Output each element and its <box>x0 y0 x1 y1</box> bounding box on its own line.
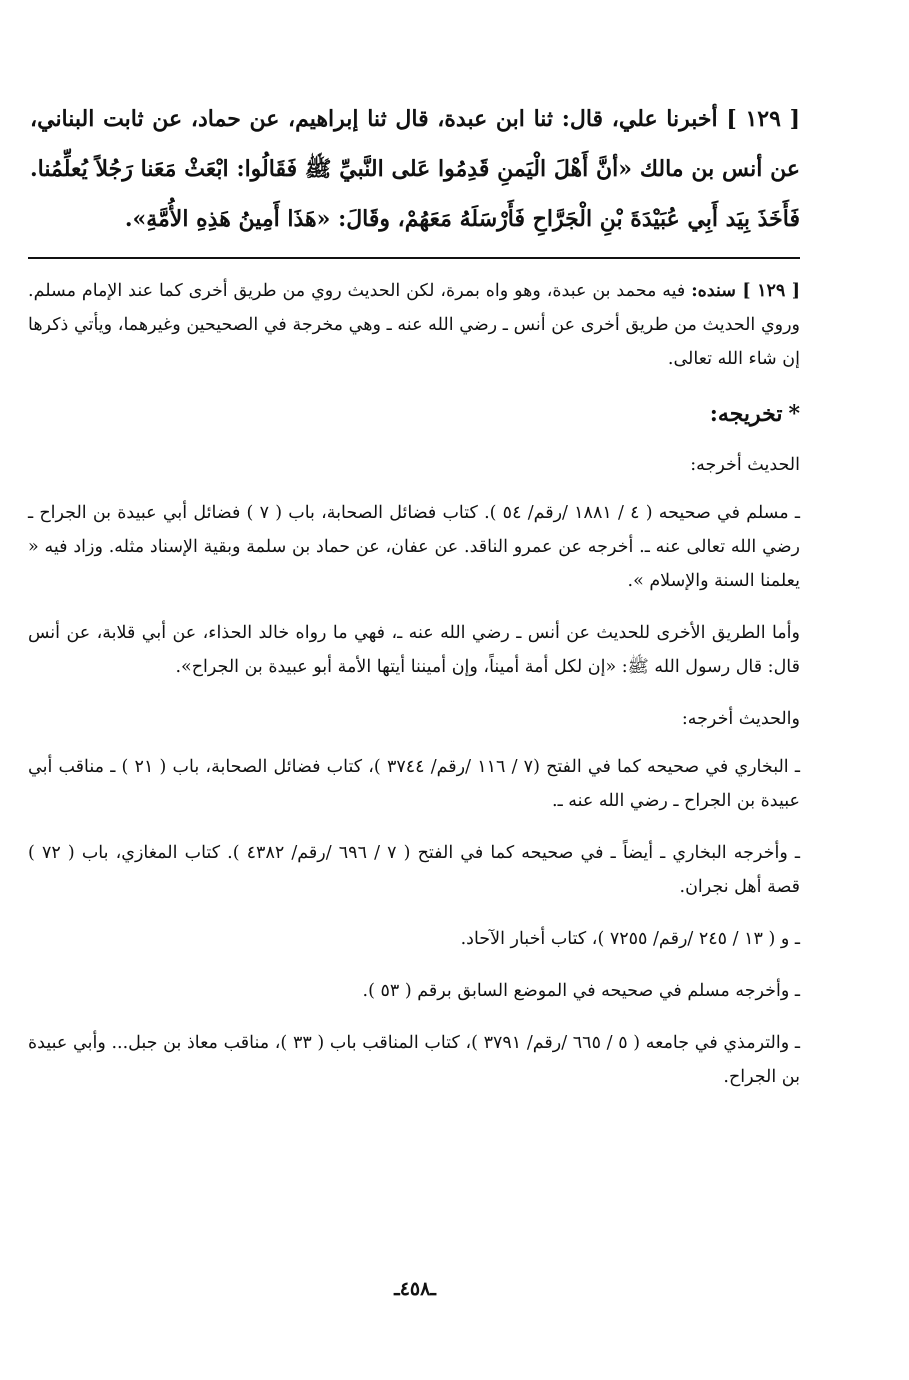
sanad-paragraph <box>28 274 800 376</box>
hadith-matn: «أنَّ أَهْلَ الْيَمنِ قَدِمُوا عَلى النَّبيِّ ﷺ فَقَالُوا: ابْعَثْ مَعَنا رَجُلاً يُعلِّمُنا. فَأَخَذَ بِيَد أَبِي عُبَيْدَةَ بْنِ الْجَرَّاحِ فَأَرْسَلَهُ مَعَهُمْ، وقَالَ: «هَذَا أَمِينُ هَذِهِ الأُمَّةِ». <box>30 156 800 232</box>
hadith-text <box>30 94 800 244</box>
asterisk-icon: * <box>788 401 800 427</box>
tirmidhi-reference: ـ والترمذي في جامعه ( ٥ / ٦٦٥ /رقم/ ٣٧٩١ )، كتاب المناقب باب ( ٣٣ )، مناقب معاذ بن جبل... وأبي عبيدة بن الجراح. <box>28 1033 800 1087</box>
bukhari-reference-1: ـ البخاري في صحيحه كما في الفتح (٧ / ١١٦ /رقم/ ٣٧٤٤ )، كتاب فضائل الصحابة، باب ( ٢١ ) ـ مناقب أبي عبيدة بن الجراح ـ رضي الله عنه ـ. <box>28 757 800 811</box>
bukhari-reference-3: ـ و ( ١٣ / ٢٤٥ /رقم/ ٧٢٥٥ )، كتاب أخبار الآحاد. <box>460 929 800 949</box>
footnotes <box>28 274 800 1112</box>
hadith-isnad-line: [ ١٢٩ ] أخبرنا علي، قال: ثنا ابن عبدة، قال ثنا إبراهيم، عن حماد، عن ثابت <box>103 106 800 132</box>
takhrij-heading-text: تخريجه: <box>709 401 783 427</box>
muslim-reference: ـ مسلم في صحيحه ( ٤ / ١٨٨١ /رقم/ ٥٤ ). كتاب فضائل الصحابة، باب ( ٧ ) فضائل أبي عبيدة بن الجراح ـ رضي الله تعالى عنه ـ. أخرجه عن عمرو الناقد. عن عفان، عن حماد بن سلمة وبقية الإسناد مثله. وزاد فيه « يعلمنا السنة والإسلام ». <box>28 503 800 591</box>
sanad-label: [ ١٢٩ ] سنده: <box>691 281 800 301</box>
other-path-paragraph: وأما الطريق الأخرى للحديث عن أنس ـ رضي الله عنه ـ، فهي ما رواه خالد الحذاء، عن أبي قلابة، عن أنس قال: قال رسول الله ﷺ: «إن لكل أمة أميناً، وإن أميننا أيتها الأمة أبو عبيدة بن الجراح». <box>28 623 800 677</box>
akhrajahu-label-2: والحديث أخرجه: <box>681 709 800 729</box>
bukhari-reference-2: ـ وأخرجه البخاري ـ أيضاً ـ في صحيحه كما في الفتح ( ٧ / ٦٩٦ /رقم/ ٤٣٨٢ ). كتاب المغازي، باب ( ٧٢ ) قصة أهل نجران. <box>28 843 801 897</box>
sanad-text: فيه محمد بن عبدة، وهو واه بمرة، لكن الحديث روي من طريق أخرى كما عند الإمام مسلم. وروي الحديث من طريق أخرى عن أنس ـ رضي الله عنه ـ وهي مخرجة في الصحيحين وغيرهما، ويأتي ذكرها إن شاء الله تعالى. <box>28 281 800 369</box>
footnote-divider <box>28 257 800 259</box>
hadith-isnad-continued: البناني، عن أنس بن مالك <box>30 106 800 182</box>
muslim-reference-2: ـ وأخرجه مسلم في صحيحه في الموضع السابق برقم ( ٥٣ ). <box>362 981 800 1001</box>
takhrij-heading <box>28 394 800 434</box>
akhrajahu-label-1: الحديث أخرجه: <box>690 455 800 475</box>
page-number: ـ٤٥٨ـ <box>394 1278 436 1300</box>
